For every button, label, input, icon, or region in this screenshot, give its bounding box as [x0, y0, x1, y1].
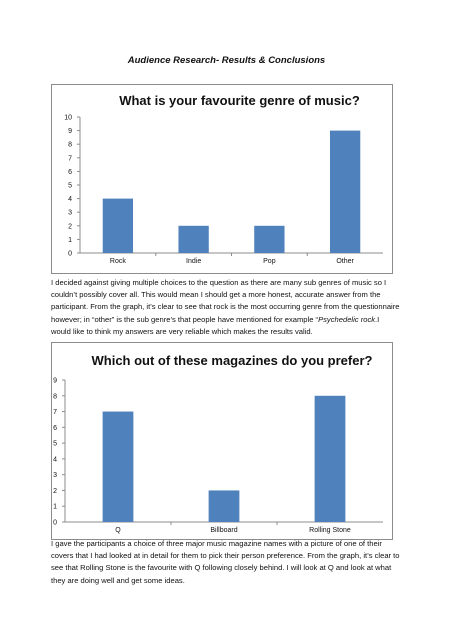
- bar: [103, 199, 133, 253]
- x-tick-label: Rolling Stone: [309, 527, 351, 534]
- y-tick-label: 0: [68, 250, 72, 258]
- y-tick-label: 0: [53, 519, 57, 527]
- chart-title: What is your favourite genre of music?: [119, 93, 360, 108]
- bar: [315, 396, 346, 522]
- y-tick-label: 3: [53, 472, 57, 480]
- y-tick-label: 9: [53, 377, 57, 385]
- y-tick-label: 4: [53, 456, 57, 464]
- y-tick-label: 9: [68, 128, 72, 136]
- y-tick-label: 5: [53, 440, 57, 448]
- page-heading: Audience Research- Results & Conclusions: [127, 55, 326, 66]
- genre-text-main: I decided against giving multiple choices to the question as there are many sub genres of music so I couldn’t possibly cover all. This would mean I should get a more honest, accurate answer from the participant. From the graph, it’s clear to see that rock is the most occurring genre from the questionnaire however; in “other” is the sub genre’s that people have mentioned for example “: [51, 278, 400, 324]
- x-tick-label: Indie: [186, 258, 202, 265]
- y-tick-label: 8: [53, 393, 57, 401]
- chart-title: Which out of these magazines do you prefer?: [91, 353, 373, 368]
- y-tick-label: 1: [68, 236, 72, 244]
- x-tick-label: Billboard: [210, 527, 238, 534]
- magazine-chart: [51, 342, 393, 540]
- x-tick-label: Q: [115, 527, 121, 534]
- bar: [330, 131, 360, 253]
- y-tick-label: 1: [53, 503, 57, 511]
- x-tick-label: Pop: [263, 258, 276, 265]
- genre-text-end: .I would like to think my answers are very reliable which makes the results valid.: [51, 314, 380, 336]
- bar: [254, 226, 284, 253]
- y-tick-label: 7: [53, 409, 57, 417]
- genre-chart-svg: [52, 85, 392, 273]
- magazine-conclusion-paragraph: I gave the participants a choice of three major music magazine names with a picture of one of their covers that I had looked at in detail for them to pick their person preference. From the graph, it’s clear to see that Rolling Stone is the favourite with Q following closely behind. I will look at Q and look at what they are doing well and get some ideas.: [51, 539, 400, 585]
- genre-conclusion-paragraph: [51, 277, 401, 338]
- x-tick-label: Rock: [109, 258, 126, 265]
- y-tick-label: 7: [68, 155, 72, 163]
- y-tick-label: 8: [68, 141, 72, 149]
- y-tick-label: 2: [68, 223, 72, 231]
- bar: [103, 412, 134, 522]
- x-tick-label: Other: [336, 258, 354, 265]
- y-tick-label: 6: [68, 168, 72, 176]
- bar: [178, 226, 208, 253]
- y-tick-label: 3: [68, 209, 72, 217]
- bar: [209, 490, 240, 522]
- y-tick-label: 10: [64, 114, 72, 122]
- genre-text-italic: Psychedelic rock: [318, 314, 376, 324]
- y-tick-label: 2: [53, 487, 57, 495]
- genre-chart: [51, 84, 393, 274]
- y-tick-label: 6: [53, 424, 57, 432]
- magazine-chart-svg: [52, 343, 392, 539]
- y-tick-label: 5: [68, 182, 72, 190]
- y-tick-label: 4: [68, 196, 72, 204]
